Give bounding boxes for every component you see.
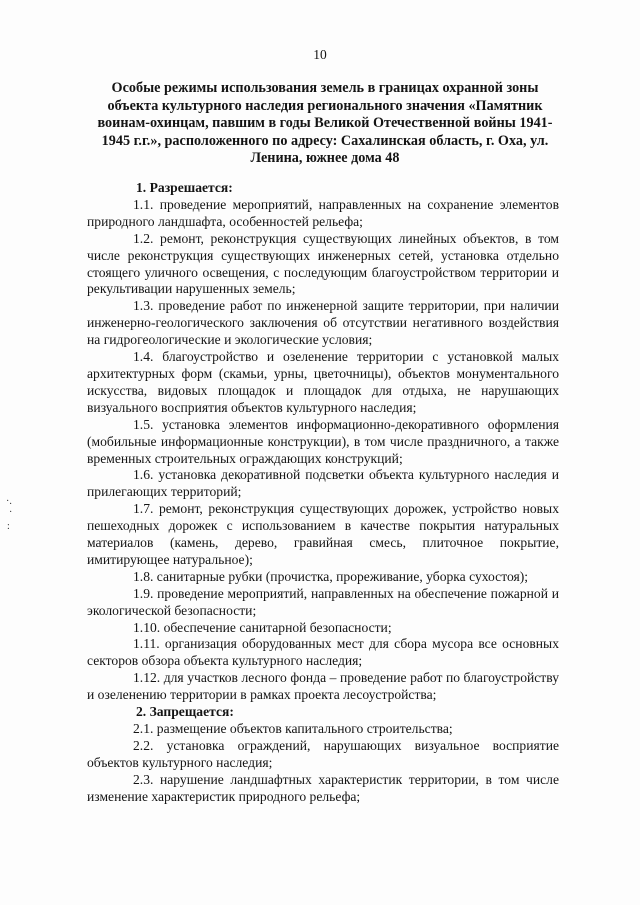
allowed-item-1-2: 1.2. ремонт, реконструкция существующих линейных объектов, в том числе реконструкция существующих инженерных сетей, установка отдельно стоящего уличного освещения, с последующим благоустройством территории и рекультивации нарушенных земель; (87, 230, 559, 297)
allowed-item-1-8: 1.8. санитарные рубки (прочистка, прореживание, уборка сухостоя); (133, 568, 529, 584)
scan-speck-mark: : (7, 521, 10, 532)
allowed-item-1-9: 1.9. проведение мероприятий, направленных на обеспечение пожарной и экологической безопасности; (87, 585, 559, 618)
section-heading-prohibited: 2. Запрещается: (136, 704, 234, 720)
allowed-item-1-10: 1.10. обеспечение санитарной безопасности; (133, 619, 392, 635)
allowed-item-1-11: 1.11. организация оборудованных мест для сбора мусора все основных секторов обзора объекта культурного наследия; (87, 636, 559, 669)
scan-speck-mark: · (9, 507, 13, 518)
prohibited-item-2-2: 2.2. установка ограждений, нарушающих визуальное восприятие объектов культурного наследия; (87, 737, 559, 770)
allowed-item-1-3: 1.3. проведение работ по инженерной защите территории, при наличии инженерно-геологического заключения об отсутствии негативного воздействия на гидрогеологические и экологические условия; (87, 298, 559, 348)
allowed-item-1-6: 1.6. установка декоративной подсветки объекта культурного наследия и прилегающих территорий; (87, 467, 559, 500)
allowed-item-1-12: 1.12. для участков лесного фонда – проведение работ по благоустройству и озеленению территории в рамках проекта лесоустройства; (87, 670, 559, 703)
allowed-item-1-5: 1.5. установка элементов информационно-декоративного оформления (мобильные информационные конструкции), в том числе праздничного, а также временных строительных ограждающих конструкций; (87, 416, 559, 466)
prohibited-item-2-1: 2.1. размещение объектов капитального строительства; (133, 721, 453, 736)
allowed-item-1-7: 1.7. ремонт, реконструкция существующих дорожек, устройство новых пешеходных дорожек с использованием в качестве покрытия натуральных материалов (камень, дерево, гравийная смесь, плиточное покрытие, имитирующее натуральное); (87, 501, 559, 567)
document-body (87, 180, 559, 806)
prohibited-item-2-3: 2.3. нарушение ландшафтных характеристик территории, в том числе изменение характеристик природного рельефа; (87, 771, 559, 804)
page-number: 10 (313, 47, 327, 62)
document-title: Особые режимы использования земель в границах охранной зоны объекта культурного наследия регионального значения «Памятник воинам-охинцам, павшим в годы Великой Отечественной войны 1941-1945 г.г.», расположенного по адресу: Сахалинская область, г. Оха, ул. Ленина, южнее дома 48 (97, 80, 553, 167)
scan-speck-mark: ·. (6, 496, 12, 507)
allowed-item-1-1: 1.1. проведение мероприятий, направленных на сохранение элементов природного ландшафта, особенностей рельефа; (87, 196, 559, 229)
allowed-item-1-4: 1.4. благоустройство и озеленение территории с установкой малых архитектурных форм (скамьи, урны, цветочницы), объектов монументального искусства, видовых площадок и площадок для отдыха, не нарушающих визуального восприятия объектов культурного наследия; (87, 349, 559, 415)
section-heading-allowed: 1. Разрешается: (136, 180, 233, 195)
